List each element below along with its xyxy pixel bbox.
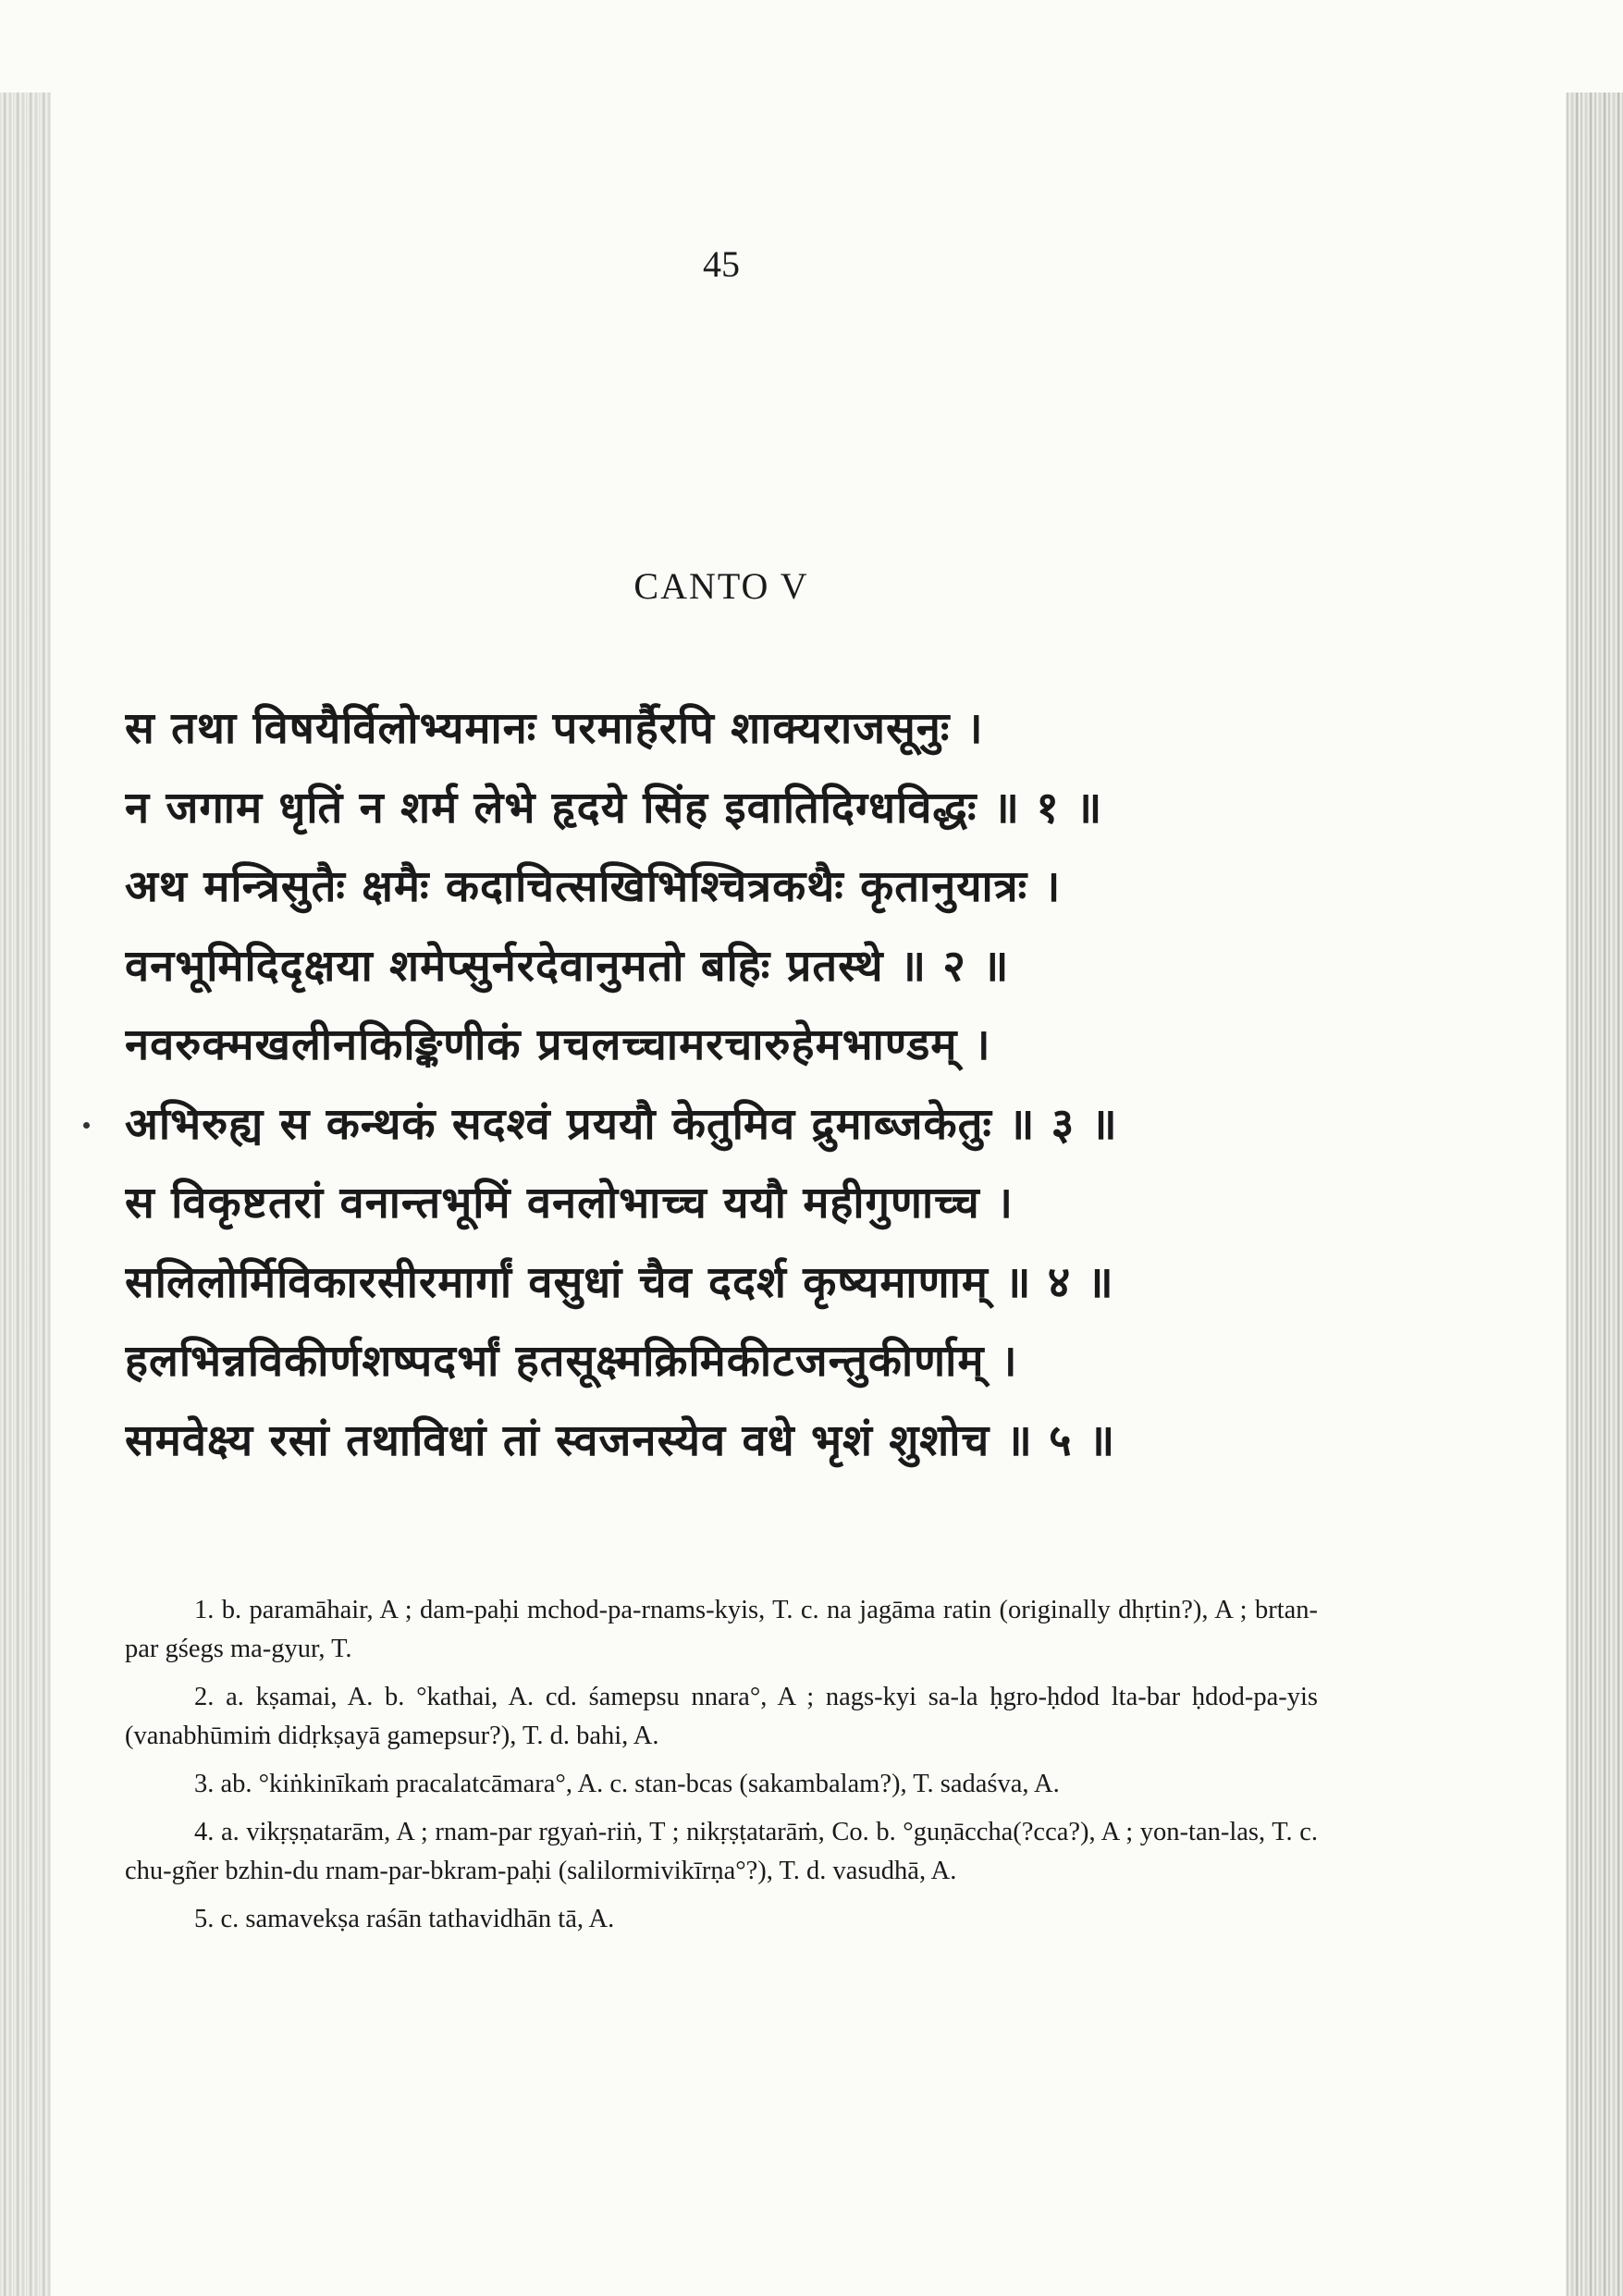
verse-line: वनभूमिदिदृक्षया शमेप्सुर्नरदेवानुमतो बहिः प्रतस्थे ॥ २ ॥ bbox=[125, 940, 1010, 992]
verse-line: नवरुक्मखलीनकिङ्किणीकं प्रचलच्चामरचारुहेमभाण्डम् । bbox=[125, 1019, 991, 1070]
canto-heading: CANTO V bbox=[633, 565, 809, 607]
verse-line: स विकृष्टतरां वनान्तभूमिं वनलोभाच्च ययौ महीगुणाच्च । bbox=[125, 1178, 1014, 1228]
margin-dot bbox=[83, 1122, 90, 1129]
footnote: 4. a. vikṛṣṇatarām, A ; rnam-par rgyaṅ-riṅ, T ; nikṛṣṭatarāṁ, Co. b. °guṇāccha(?cca?), A ; yon-tan-las, T. c. chu-gñer bzhin-du rnam-par-bkram-paḥi (salilormivikīrṇa°?), T. d. vasudhā, A. bbox=[125, 1818, 1318, 1885]
verse-line: न जगाम धृतिं न शर्म लेभे हृदये सिंह इवातिदिग्धविद्धः ॥ १ ॥ bbox=[125, 782, 1103, 833]
page-number: 45 bbox=[703, 243, 740, 285]
verse-line: स तथा विषयैर्विलोभ्यमानः परमार्हैरपि शाक्यराजसूनुः । bbox=[125, 703, 984, 754]
footnotes bbox=[125, 1591, 1318, 1948]
verse-line: समवेक्ष्य रसां तथाविधां तां स्वजनस्येव वधे भृशं शुशोच ॥ ५ ॥ bbox=[125, 1414, 1116, 1466]
verse-line: अथ मन्त्रिसुतैः क्षमैः कदाचित्सखिभिश्चित्रकथैः कृतानुयात्रः । bbox=[125, 861, 1062, 912]
left-binding-edge bbox=[0, 93, 51, 2296]
verse-line: हलभिन्नविकीर्णशष्पदर्भां हतसूक्ष्मक्रिमिकीटजन्तुकीर्णाम् । bbox=[125, 1336, 1018, 1387]
footnote: 1. b. paramāhair, A ; dam-paḥi mchod-pa-rnams-kyis, T. c. na jagāma ratin (originally dhṛtin?), A ; brtan-par gśegs ma-gyur, T. bbox=[125, 1596, 1318, 1663]
footnote: 3. ab. °kiṅkinīkaṁ pracalatcāmara°, A. c. stan-bcas (sakambalam?), T. sadaśva, A. bbox=[194, 1770, 1060, 1798]
sanskrit-verses bbox=[125, 689, 1346, 1480]
footnote: 5. c. samavekṣa raśān tathavidhān tā, A. bbox=[194, 1905, 615, 1933]
footnote: 2. a. kṣamai, A. b. °kathai, A. cd. śamepsu nnara°, A ; nags-kyi sa-la ḥgro-ḥdod lta-bar ḥdod-pa-yis (vanabhūmiṁ didṛkṣayā gamepsur?), T. d. bahi, A. bbox=[125, 1683, 1318, 1750]
right-binding-edge bbox=[1566, 93, 1623, 2296]
verse-line: सलिलोर्मिविकारसीरमार्गां वसुधां चैव ददर्श कृष्यमाणाम् ॥ ४ ॥ bbox=[125, 1256, 1114, 1308]
verse-line: अभिरुह्य स कन्थकं सदश्वं प्रययौ केतुमिव द्रुमाब्जकेतुः ॥ ३ ॥ bbox=[125, 1098, 1118, 1150]
